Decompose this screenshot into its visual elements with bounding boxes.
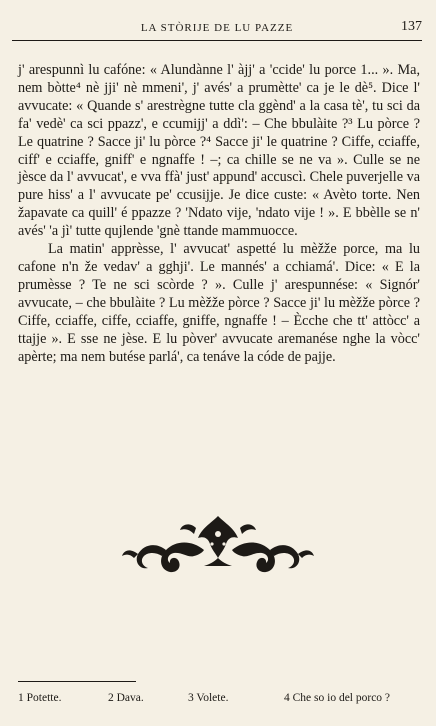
footnote-3: 3 Volete. <box>188 692 229 704</box>
header-rule <box>12 40 422 41</box>
page-header <box>12 18 422 38</box>
footnote-4: 4 Che so io del porco ? <box>284 692 391 704</box>
page-number: 137 <box>401 19 422 34</box>
footnotes <box>18 692 422 708</box>
floral-ornament-icon <box>118 510 318 580</box>
body-text <box>18 62 420 366</box>
running-title: LA STÒRIJE DE LU PAZZE <box>140 22 294 34</box>
paragraph-2: La matin' apprèsse, l' avvucat' aspetté lu mèžže porce, ma lu cafone n'n že vedav' a gghji'. Le mannés' a cchiamá'. Dice: « E la prumèsse ? Te ne sci scòrde ? ». Culle j' arespunnése: « Signór' avvucate, – che bbulàite ? Lu mèžže pòrce ? Sacce ji' lu mèžže pòrce ? Ciffe, cciaffe, ciffe, cciaffe, gniffe, ngnaffe ! – Ècche che tt' attòcc' a ttajje ». E sse ne jèse. E lu pòver' avvucate aremanése nghe la vòcc' apèrte; ma nem butése parlá', ca tenáve la códe de pajje. <box>18 241 420 365</box>
paragraph-1: j' arespunnì lu cafóne: « Alundànne l' àjj' a 'ccide' lu porce 1... ». Ma, nem bòtte⁴ nè jji' nè mmeni', j' avés' a prumètte' ca je le dè⁵. Dice l' avvucate: « Quande s' arestrègne tutte cla ggènd' a la casa tè', tu sci da fa' vedè' ca sci ppazz', e ccumijj' a ddì': – Che bbulàite ?³ Lu pòrce ? Le quatrine ? Sacce ji' lu pòrce ?⁴ Sacce ji' le quatrine ? Ciffe, cciaffe, ciff' e cciaffe, gniff' e ngnaffe ! –; ca chille se ne va ». Culle se ne jèsce da l' avvucat', e vva ffà' just' appund' accuscì. Chele puverjelle va pure hiss' a l' avvucate pe' ccusijje. Je dice custe: « Avèto torte. Nen žapavate ca quill' é ppazze ? 'Ndato vije, 'ndato vije ! ». E bbèlle se n' avés' 'a jì' tutte qujlende 'gnè ttande mammuocce. <box>18 62 420 240</box>
footnote-rule <box>18 681 136 682</box>
footnote-1: 1 Potette. <box>18 692 62 704</box>
footnote-2: 2 Dava. <box>108 692 144 704</box>
